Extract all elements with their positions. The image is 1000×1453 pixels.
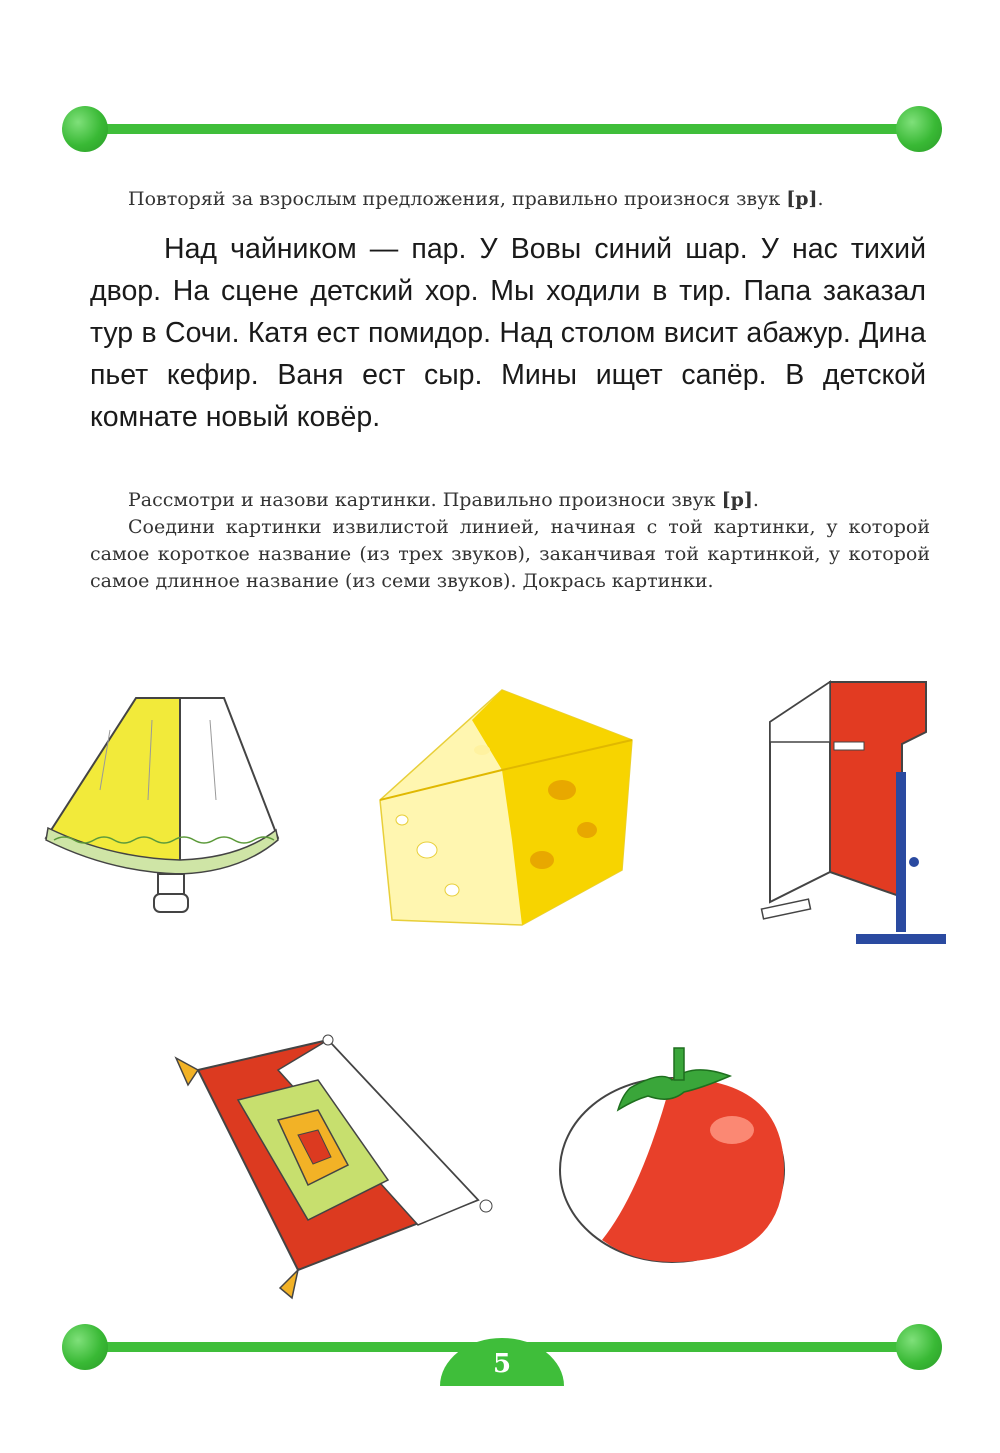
divider-dot-right [896,106,942,152]
exercise-2-instruction [90,487,930,595]
divider-dot-left [62,106,108,152]
exercise-2-line-2-text: Соедини картинки извилистой линией, начиная с той картинки, у которой самое короткое название (из трех звуков), заканчивая той картинкой, у которой самое длинное название (из семи звуков). Докрась картинки. [90,516,930,592]
divider-dot-left [62,1324,108,1370]
sound-label-2: [р] [721,489,753,511]
exercise-2-line-2 [90,514,930,595]
instruction-end: . [817,188,824,210]
lampshade-icon [40,690,290,930]
exercise-2-line-1 [90,487,930,514]
exercise-1-instruction [90,186,930,213]
reading-text [90,228,926,438]
instruction-text: Повторяй за взрослым предложения, правильно произнося звук [128,188,787,210]
cheese-icon [372,680,642,940]
mailbox-icon [752,672,952,962]
reading-sentences: Над чайником — пар. У Вовы синий шар. У нас тихий двор. На сцене детский хор. Мы ходили в тир. Папа заказал тур в Сочи. Катя ест помидор. Над столом висит абажур. Дина пьет кефир. Ваня ест сыр. Мины ищет сапёр. В детской комнате новый ковёр. [90,233,926,433]
exercise-2-line-1-text: Рассмотри и назови картинки. Правильно произноси звук [128,489,722,511]
page-number: 5 [440,1338,564,1386]
divider-bar [80,124,924,134]
tomato-icon [552,1040,802,1270]
sound-label: [р] [786,188,818,210]
top-divider [62,100,942,160]
divider-dot-right [896,1324,942,1370]
exercise-2-line-1-end: . [752,489,759,511]
carpet-icon [168,1030,508,1300]
